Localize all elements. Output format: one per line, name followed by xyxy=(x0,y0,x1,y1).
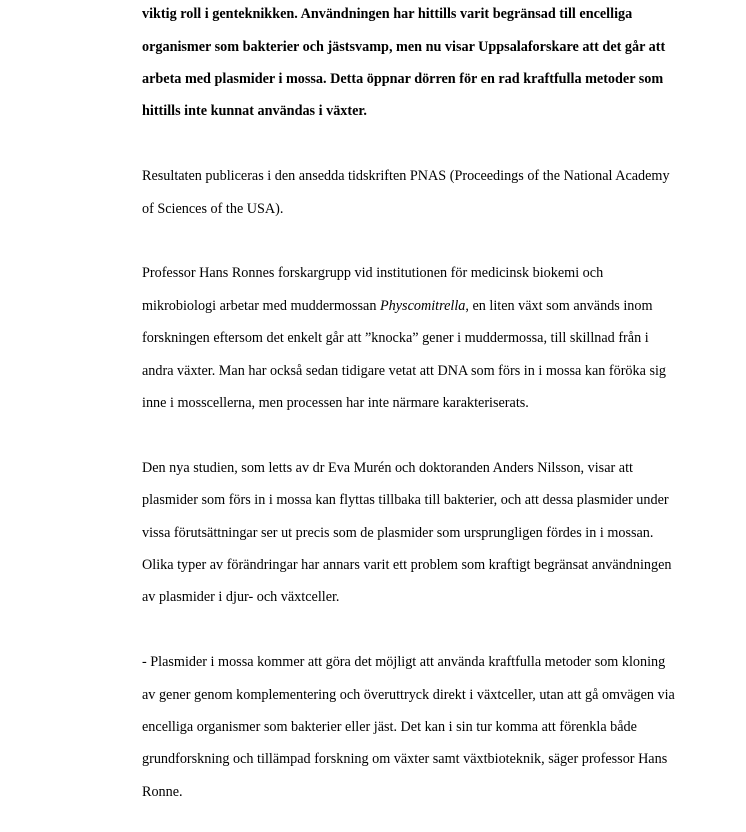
document-body xyxy=(142,0,717,832)
text-line: encelliga organismer som bakterier eller jäst. Det kan i sin tur komma att förenkla både xyxy=(142,719,637,736)
text-line: forskningen eftersom det enkelt går att ”knocka” gener i muddermossa, till skillnad från i xyxy=(142,330,649,347)
text-line: Resultaten publiceras i den ansedda tidskriften PNAS (Proceedings of the National Academy xyxy=(142,168,670,185)
text-line: viktig roll i genteknikken. Användningen har hittills varit begränsad till encelliga xyxy=(142,6,633,23)
text-segment: mikrobiologi arbetar med muddermossan xyxy=(142,297,380,314)
text-line xyxy=(142,298,717,314)
text-line: of Sciences of the USA). xyxy=(142,200,284,217)
text-line: organismer som bakterier och jästsvamp, men nu visar Uppsalaforskare att det går att xyxy=(142,38,666,55)
research-group-paragraph xyxy=(142,249,717,427)
text-line: grundforskning och tillämpad forskning om växter samt växtbioteknik, säger professor Hans xyxy=(142,751,668,768)
text-line: inne i mosscellerna, men processen har inte närmare karakteriserats. xyxy=(142,395,529,412)
text-line: vissa förutsättningar ser ut precis som de plasmider som ursprungligen fördes in i mossan. xyxy=(142,524,654,541)
species-name: Physcomitrella xyxy=(379,297,466,314)
text-segment: , en liten växt som används inom xyxy=(465,297,653,314)
text-line: av gener genom komplementering och överuttryck direkt i växtceller, utan att gå omvägen via xyxy=(142,686,675,703)
text-line: - Plasmider i mossa kommer att göra det möjligt att använda kraftfulla metoder som kloning xyxy=(142,654,666,671)
text-line: hittills inte kunnat användas i växter. xyxy=(142,103,367,120)
text-line: Den nya studien, som letts av dr Eva Murén och doktoranden Anders Nilsson, visar att xyxy=(142,459,633,476)
publication-paragraph xyxy=(142,152,717,233)
quote-paragraph xyxy=(142,638,717,816)
text-line: Olika typer av förändringar har annars varit ett problem som kraftigt begränsat användningen xyxy=(142,557,672,574)
lead-paragraph xyxy=(142,0,717,136)
text-line: plasmider som förs in i mossa kan flyttas tillbaka till bakterier, och att dessa plasmider under xyxy=(142,492,669,509)
text-line: andra växter. Man har också sedan tidigare vetat att DNA som förs in i mossa kan föröka sig xyxy=(142,362,667,379)
text-line: arbeta med plasmider i mossa. Detta öppnar dörren för en rad kraftfulla metoder som xyxy=(142,71,664,88)
study-paragraph xyxy=(142,444,717,622)
text-line: Ronne. xyxy=(142,783,183,800)
text-line: Professor Hans Ronnes forskargrupp vid institutionen för medicinsk biokemi och xyxy=(142,265,604,282)
text-line: av plasmider i djur- och växtceller. xyxy=(142,589,340,606)
